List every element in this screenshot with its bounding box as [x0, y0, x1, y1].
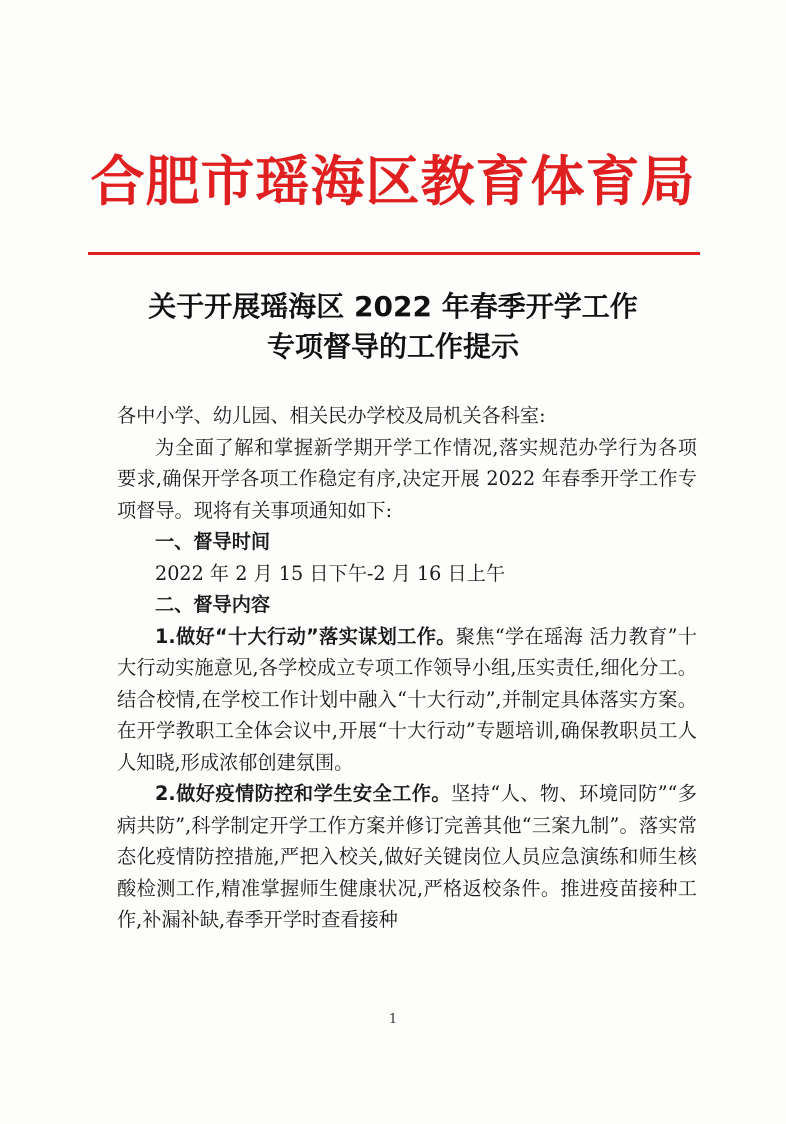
section-1-text: 2022 年 2 月 15 日下午-2 月 16 日上午: [155, 561, 506, 585]
section-1-heading: 一、督导时间: [155, 530, 271, 553]
page-number: 1: [388, 1012, 398, 1027]
item-2-text: 坚持“人、物、环境同防”“多病共防”,科学制定开学工作方案并修订完善其他“三案九制”。落实常态化疫情防控措施,严把入校关,做好关键岗位人员应急演练和师生核酸检测工作,精准掌握师生健康状况,严格返校条件。推进疫苗接种工作,补漏补缺,春季开学时查看接种: [117, 782, 697, 931]
section-2-heading: 二、督导内容: [155, 593, 271, 616]
intro-paragraph: 为全面了解和掌握新学期开学工作情况,落实规范办学行为各项要求,确保开学各项工作稳定有序,决定开展 2022 年春季开学工作专项督导。现将有关事项通知如下:: [117, 435, 697, 522]
item-1-text: 聚焦“学在瑶海 活力教育”十大行动实施意见,各学校成立专项工作领导小组,压实责任,细化分工。结合校情,在学校工作计划中融入“十大行动”,并制定具体落实方案。在开学教职工全体会议中,开展“十大行动”专题培训,确保教职员工人人知晓,形成浓郁创建氛围。: [117, 624, 697, 774]
document-body: [117, 400, 697, 936]
title-line-1: 关于开展瑶海区 2022 年春季开学工作: [148, 290, 638, 323]
item-2-lead: 2.做好疫情防控和学生安全工作。: [155, 782, 452, 805]
masthead-title: 合肥市瑶海区教育体育局: [90, 150, 696, 213]
title-line-2: 专项督导的工作提示: [266, 330, 519, 363]
item-1-paragraph: [117, 621, 697, 779]
salutation: 各中小学、幼儿园、相关民办学校及局机关各科室:: [117, 404, 546, 427]
red-divider-line: [88, 252, 700, 255]
document-title: [0, 287, 786, 367]
item-2-paragraph: [117, 778, 697, 936]
item-1-lead: 1.做好“十大行动”落实谋划工作。: [155, 624, 456, 648]
